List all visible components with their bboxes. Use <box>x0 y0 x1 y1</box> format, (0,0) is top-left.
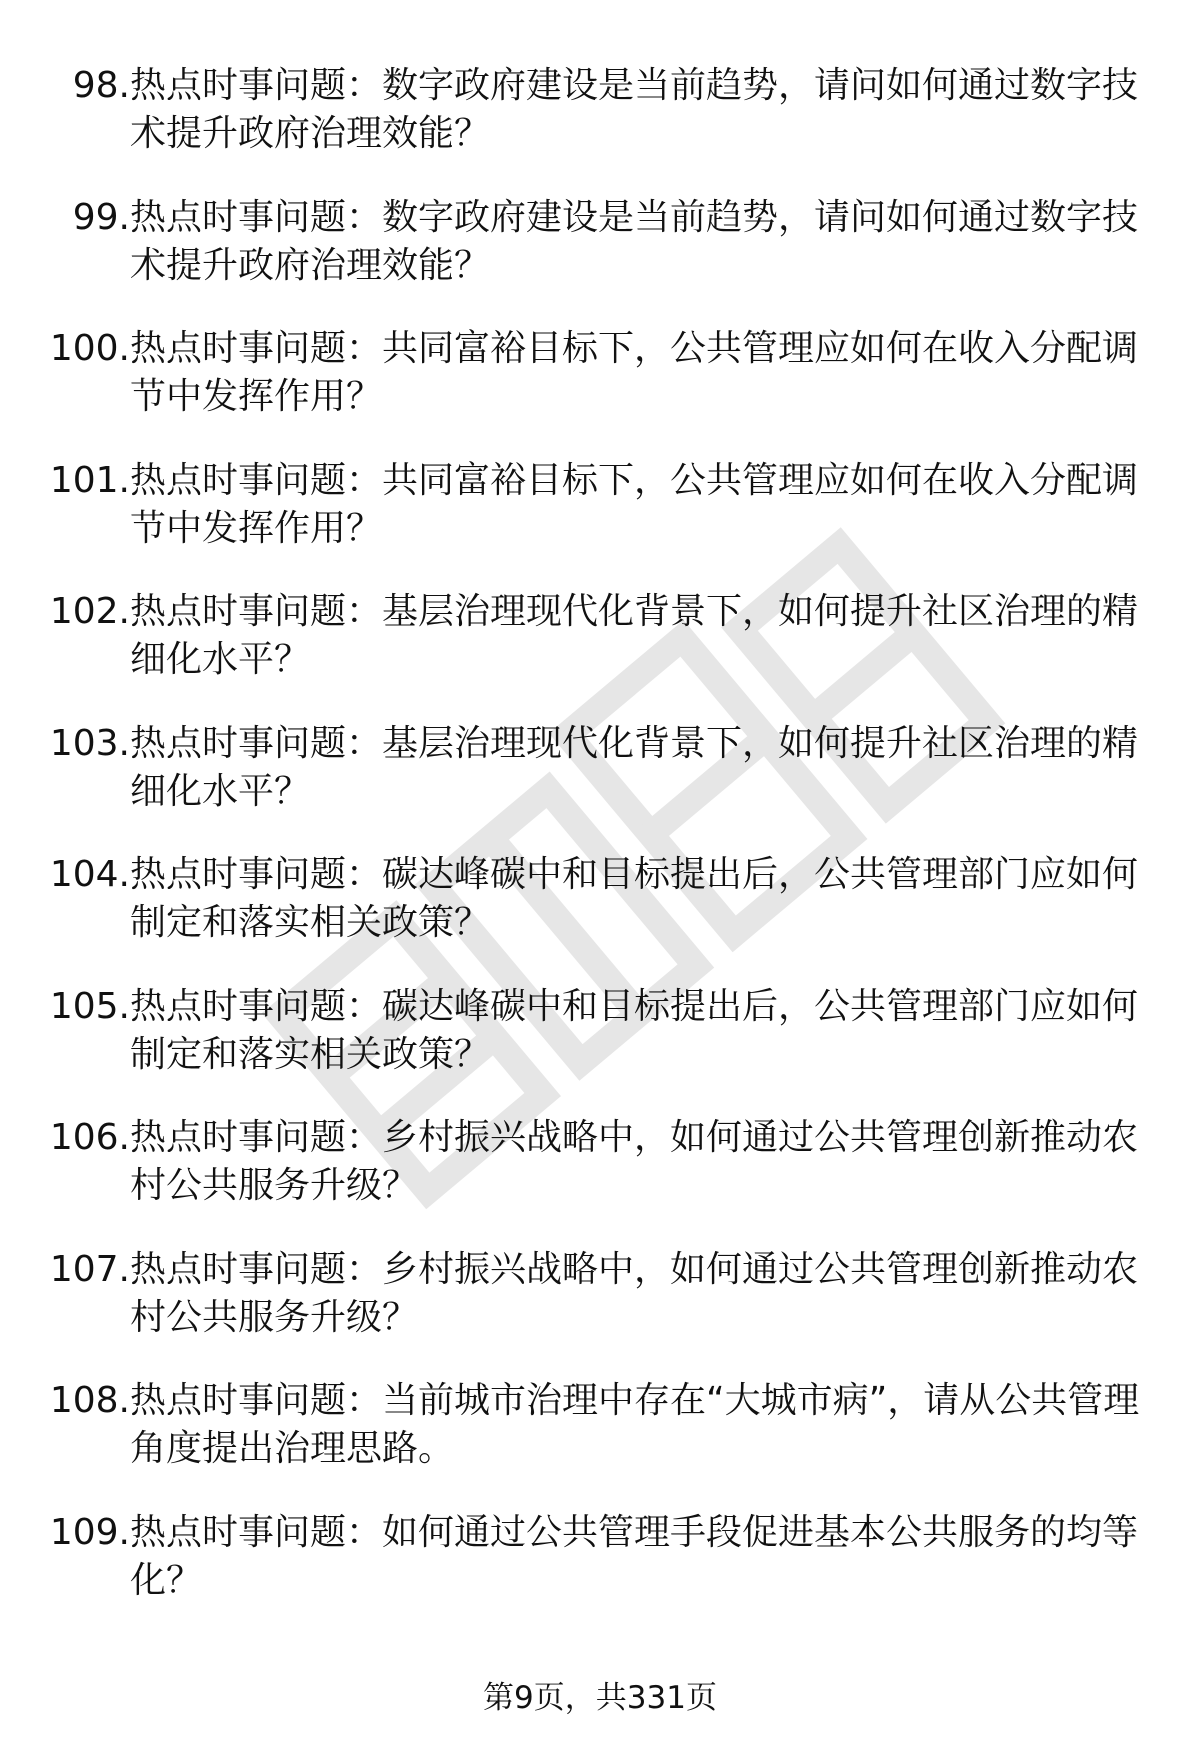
question-text: 热点时事问题：乡村振兴战略中，如何通过公共管理创新推动农村公共服务升级？ <box>130 1117 1139 1206</box>
question-number: 103. <box>49 722 130 764</box>
question-item <box>0 1246 1200 1378</box>
question-item <box>0 194 1200 326</box>
question-text: 热点时事问题：基层治理现代化背景下，如何提升社区治理的精细化水平？ <box>130 591 1139 680</box>
question-number: 104. <box>49 854 130 895</box>
question-number: 99. <box>72 196 130 238</box>
page-footer <box>0 1678 1200 1718</box>
question-number: 101. <box>49 459 130 501</box>
question-text: 热点时事问题：数字政府建设是当前趋势，请问如何通过数字技术提升政府治理效能？ <box>130 196 1139 286</box>
question-text: 热点时事问题：当前城市治理中存在“大城市病”，请从公共管理角度提出治理思路。 <box>130 1380 1140 1469</box>
question-number: 105. <box>49 985 130 1027</box>
question-text: 热点时事问题：如何通过公共管理手段促进基本公共服务的均等化？ <box>130 1511 1139 1601</box>
question-item <box>0 720 1200 852</box>
question-item <box>0 457 1200 589</box>
question-text: 热点时事问题：共同富裕目标下，公共管理应如何在收入分配调节中发挥作用？ <box>130 459 1139 549</box>
question-text: 热点时事问题：数字政府建设是当前趋势，请问如何通过数字技术提升政府治理效能？ <box>130 65 1139 154</box>
question-text: 热点时事问题：碳达峰碳中和目标提出后，公共管理部门应如何制定和落实相关政策？ <box>130 985 1139 1075</box>
question-number: 98. <box>72 65 130 106</box>
question-item <box>0 851 1200 983</box>
question-item <box>0 1509 1200 1641</box>
question-text: 热点时事问题：共同富裕目标下，公共管理应如何在收入分配调节中发挥作用？ <box>130 328 1139 417</box>
question-number: 106. <box>49 1117 130 1158</box>
question-number: 100. <box>49 328 130 369</box>
page-indicator: 第9页，共331页 <box>483 1680 717 1716</box>
question-item <box>0 1114 1200 1246</box>
question-text: 热点时事问题：乡村振兴战略中，如何通过公共管理创新推动农村公共服务升级？ <box>130 1248 1139 1338</box>
question-text: 热点时事问题：基层治理现代化背景下，如何提升社区治理的精细化水平？ <box>130 722 1139 812</box>
question-item <box>0 1377 1200 1509</box>
question-number: 109. <box>49 1511 130 1553</box>
question-number: 102. <box>49 591 130 632</box>
question-number: 107. <box>49 1248 130 1290</box>
question-text: 热点时事问题：碳达峰碳中和目标提出后，公共管理部门应如何制定和落实相关政策？ <box>130 854 1139 943</box>
question-item <box>0 588 1200 720</box>
question-item <box>0 983 1200 1115</box>
question-item <box>0 325 1200 457</box>
question-list <box>0 62 1200 1640</box>
question-number: 108. <box>49 1380 130 1421</box>
question-item <box>0 62 1200 194</box>
